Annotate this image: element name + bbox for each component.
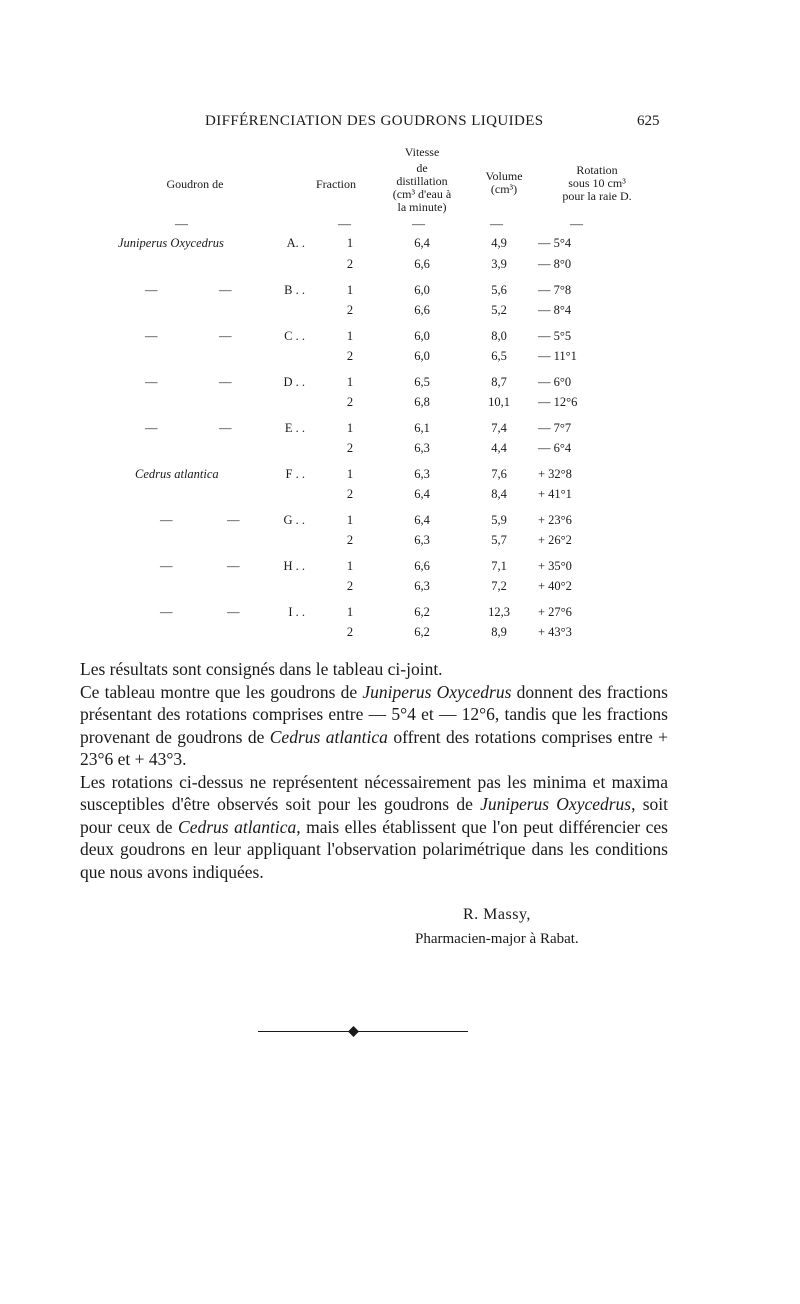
fraction-cell: 1: [346, 283, 354, 297]
vitesse-line: de: [416, 161, 428, 175]
sample-letter: I . .: [288, 605, 305, 619]
header-dash: —: [175, 216, 188, 231]
header-dash: —: [570, 216, 583, 231]
ditto-dash: —: [145, 421, 158, 435]
fraction-cell: 2: [346, 487, 354, 501]
volume-cell: 6,5: [491, 349, 507, 363]
header-dash: —: [338, 216, 351, 231]
vitesse-cell: 6,0: [414, 283, 430, 297]
rotation-cell: + 32°8: [538, 467, 572, 481]
rotation-cell: + 27°6: [538, 605, 572, 619]
volume-cell: 5,7: [491, 533, 507, 547]
vitesse-cell: 6,1: [414, 421, 430, 435]
genus-name: Cedrus atlantica: [135, 467, 219, 481]
genus-name: Juniperus Oxycedrus: [362, 681, 512, 702]
fraction-cell: 2: [346, 625, 354, 639]
paragraph-text: Ce tableau montre que les goudrons de: [80, 681, 363, 702]
sample-letter: C . .: [284, 329, 305, 343]
diamond-ornament-icon: [348, 1026, 359, 1037]
sample-letter: F . .: [285, 467, 305, 481]
ditto-dash: —: [160, 513, 173, 527]
vitesse-cell: 6,0: [414, 329, 430, 343]
paragraph-text: offrent des rotations comprises entre + 23°6 et + 43°3.: [80, 726, 668, 769]
sample-letter: E . .: [284, 421, 305, 435]
fraction-cell: 1: [346, 236, 354, 250]
fraction-cell: 2: [346, 349, 354, 363]
volume-cell: 7,2: [491, 579, 507, 593]
fraction-cell: 1: [346, 605, 354, 619]
col-header-fraction: Fraction: [316, 177, 356, 191]
genus-name: Cedrus atlantica: [269, 726, 388, 747]
rotation-cell: — 5°5: [538, 329, 572, 343]
paragraph-text: Les résultats sont consignés dans le tableau ci-joint.: [80, 659, 443, 679]
genus-name: Cedrus atlantica: [178, 816, 297, 837]
paragraph-text: Les rotations ci-dessus ne représentent nécessairement pas les minima et maxima susceptibles d'être observés soit pour les goudrons de: [80, 771, 668, 814]
rotation-cell: — 12°6: [538, 395, 578, 409]
rotation-cell: — 5°4: [538, 236, 572, 250]
rotation-cell: — 8°0: [538, 257, 572, 271]
running-head: [0, 113, 800, 135]
volume-line: (cm³): [490, 182, 518, 196]
ditto-dash: —: [160, 559, 173, 573]
volume-cell: 8,9: [491, 625, 507, 639]
volume-cell: 7,6: [491, 467, 507, 481]
ditto-dash: —: [160, 605, 173, 619]
vitesse-cell: 6,4: [414, 236, 430, 250]
fraction-cell: 2: [346, 395, 354, 409]
fraction-cell: 2: [346, 257, 354, 271]
author-name: R. Massy,: [463, 906, 531, 923]
vitesse-cell: 6,3: [414, 467, 430, 481]
vitesse-cell: 6,5: [414, 375, 430, 389]
vitesse-cell: 6,6: [414, 303, 430, 317]
fraction-cell: 2: [346, 441, 354, 455]
paragraph: [80, 681, 668, 771]
body-text: [80, 658, 668, 883]
volume-cell: 8,0: [491, 329, 507, 343]
volume-cell: 5,9: [491, 513, 507, 527]
fraction-cell: 1: [346, 467, 354, 481]
page-number: 625: [637, 113, 660, 129]
rotation-line: Rotation: [576, 163, 618, 177]
vitesse-cell: 6,8: [414, 395, 430, 409]
volume-cell: 4,9: [491, 236, 507, 250]
volume-cell: 12,3: [488, 605, 510, 619]
fraction-cell: 1: [346, 421, 354, 435]
ditto-dash: —: [145, 375, 158, 389]
sample-letter: A. .: [286, 236, 305, 250]
genus-name: Juniperus Oxycedrus: [480, 794, 632, 814]
vitesse-cell: 6,3: [414, 533, 430, 547]
paragraph: [80, 658, 668, 681]
rotation-cell: + 23°6: [538, 513, 572, 527]
ditto-dash: —: [227, 559, 240, 573]
rotation-cell: + 35°0: [538, 559, 572, 573]
rotation-cell: — 7°7: [538, 421, 572, 435]
fraction-cell: 1: [346, 513, 354, 527]
rotation-cell: + 40°2: [538, 579, 572, 593]
fraction-cell: 2: [346, 533, 354, 547]
fraction-cell: 2: [346, 579, 354, 593]
vitesse-line: Vitesse: [404, 145, 440, 159]
vitesse-cell: 6,3: [414, 579, 430, 593]
ditto-dash: —: [219, 329, 232, 343]
volume-cell: 7,4: [491, 421, 507, 435]
vitesse-cell: 6,6: [414, 257, 430, 271]
rotation-cell: — 11°1: [538, 349, 577, 363]
paragraph-text: donnent des fractions présentant des rotations comprises entre — 5°4 et — 12°6, tandis que les fractions provenant de goudrons de: [80, 681, 668, 747]
vitesse-cell: 6,2: [414, 625, 430, 639]
paragraph-text: , mais elles établissent que l'on peut différencier ces deux goudrons en leur appliquant l'observation polarimétrique dans les conditions que nous avons indiquées.: [80, 816, 668, 882]
fraction-cell: 1: [346, 329, 354, 343]
vitesse-line: distillation: [396, 174, 448, 188]
rotation-line: sous 10 cm³: [568, 176, 626, 190]
vitesse-line: (cm³ d'eau à: [392, 187, 452, 201]
vitesse-cell: 6,6: [414, 559, 430, 573]
col-header-goudron: Goudron de: [166, 177, 224, 191]
sample-letter: B . .: [284, 283, 305, 297]
vitesse-cell: 6,4: [414, 513, 430, 527]
sample-letter: D . .: [283, 375, 305, 389]
volume-cell: 10,1: [488, 395, 510, 409]
sample-letter: G . .: [283, 513, 305, 527]
volume-cell: 8,4: [491, 487, 507, 501]
fraction-cell: 2: [346, 303, 354, 317]
rotation-cell: — 6°0: [538, 375, 572, 389]
ditto-dash: —: [219, 375, 232, 389]
vitesse-cell: 6,2: [414, 605, 430, 619]
end-rule: [258, 1031, 468, 1032]
sample-letter: H . .: [283, 559, 305, 573]
author-role: Pharmacien-major à Rabat.: [415, 931, 579, 947]
vitesse-cell: 6,3: [414, 441, 430, 455]
volume-cell: 8,7: [491, 375, 507, 389]
col-header-rotation: [532, 164, 662, 203]
rotation-cell: + 41°1: [538, 487, 572, 501]
rotation-cell: — 7°8: [538, 283, 572, 297]
col-header-vitesse: [372, 146, 472, 214]
fraction-cell: 1: [346, 559, 354, 573]
vitesse-cell: 6,4: [414, 487, 430, 501]
rotation-cell: + 26°2: [538, 533, 572, 547]
volume-cell: 5,6: [491, 283, 507, 297]
rotation-cell: — 6°4: [538, 441, 572, 455]
paragraph-text: , soit pour ceux de: [80, 794, 668, 837]
volume-cell: 5,2: [491, 303, 507, 317]
fraction-cell: 1: [346, 375, 354, 389]
ditto-dash: —: [227, 513, 240, 527]
ditto-dash: —: [219, 283, 232, 297]
vitesse-cell: 6,0: [414, 349, 430, 363]
vitesse-line: la minute): [397, 200, 447, 214]
col-header-volume: [474, 170, 534, 196]
volume-cell: 4,4: [491, 441, 507, 455]
ditto-dash: —: [227, 605, 240, 619]
volume-cell: 3,9: [491, 257, 507, 271]
genus-name: Juniperus Oxycedrus: [118, 236, 224, 250]
volume-line: Volume: [485, 169, 523, 183]
ditto-dash: —: [219, 421, 232, 435]
rotation-cell: — 8°4: [538, 303, 572, 317]
rotation-cell: + 43°3: [538, 625, 572, 639]
header-dash: —: [412, 216, 425, 231]
ditto-dash: —: [145, 329, 158, 343]
header-dash: —: [490, 216, 503, 231]
running-title: DIFFÉRENCIATION DES GOUDRONS LIQUIDES: [205, 113, 544, 129]
ditto-dash: —: [145, 283, 158, 297]
volume-cell: 7,1: [491, 559, 507, 573]
rotation-line: pour la raie D.: [562, 189, 632, 203]
paragraph: [80, 771, 668, 884]
